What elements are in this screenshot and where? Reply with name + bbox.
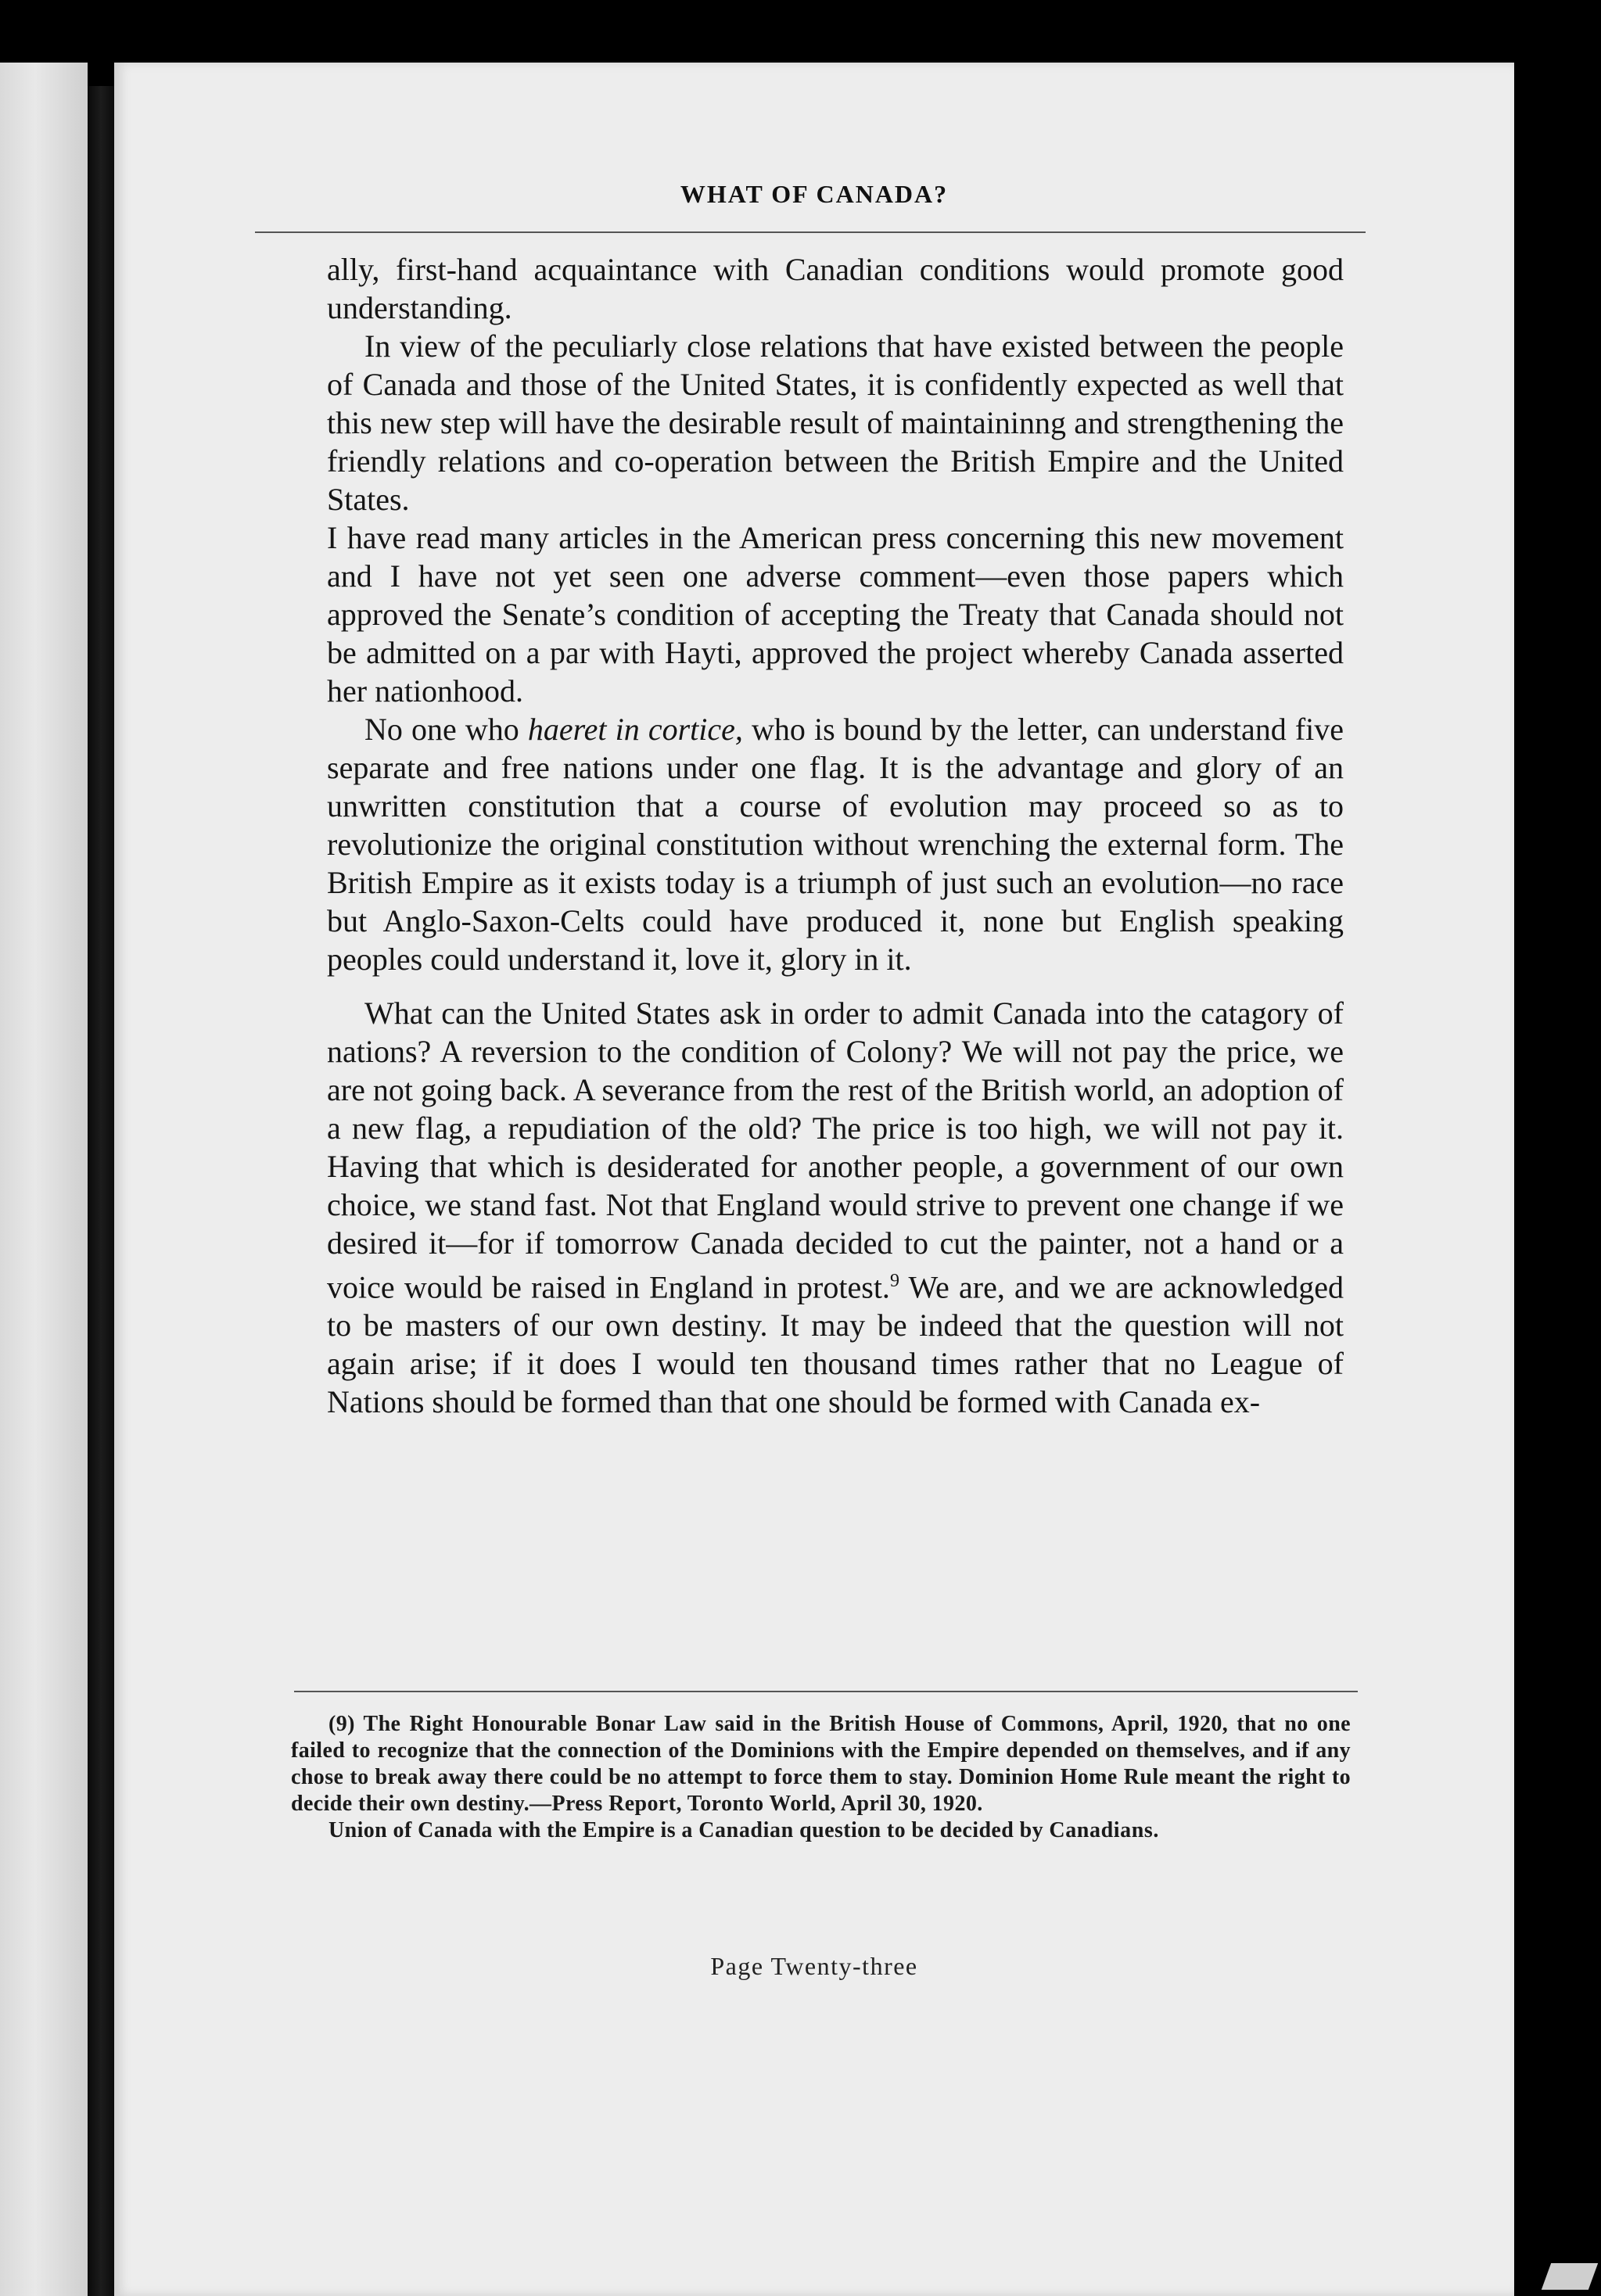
footnote-paragraph <box>291 1711 1351 1817</box>
emphasis: Canadian <box>698 1818 794 1842</box>
latin-phrase: haeret in cortice, <box>527 712 743 747</box>
book-binding <box>88 86 114 2296</box>
footnote-text: Union of Canada with the Empire is a <box>328 1818 699 1842</box>
header-rule <box>255 231 1366 233</box>
paragraph-text: who is bound by the letter, can understand five separate and free nations under one flag. It is the advantage and glory of an unwritten constitution that a course of evolution may proceed so as to revolutionize the original constitution without wrenching the external form. The British Empire as it exists today is a triumph of just such an evolution—no race but Anglo-Saxon-Celts could have produced it, none but English speaking peoples could understand it, love it, glory in it. <box>327 712 1344 977</box>
footnote-reference: 9 <box>889 1271 899 1291</box>
paragraph <box>327 710 1344 978</box>
paragraph <box>327 994 1344 1421</box>
book-page <box>114 63 1514 2296</box>
paragraph-text: We are, and we are acknowledged to be masters of our own destiny. It may be indeed that the question will not again arise; if it does I would ten thousand times rather that no League of Nations should be formed than that one should be formed with Canada ex- <box>327 1269 1344 1420</box>
footnote-rule <box>294 1691 1358 1692</box>
body-text <box>327 250 1344 1421</box>
paragraph: I have read many articles in the American press concerning this new movement and I have not yet seen one adverse comment—even those papers which approved the Senate’s condition of accepting the Treaty that Canada should not be admitted on a par with Hayti, approved the project whereby Canada asserted her nationhood. <box>327 520 1344 709</box>
footnote-number: (9) <box>328 1712 355 1736</box>
running-head: WHAT OF CANADA? <box>680 180 949 208</box>
footnote-text: The Right Honourable Bonar Law said in the British House of Commons, April, 1920, that no one failed to recognize that the connection of the Dominions with the Empire depended on themselves, and if any chose to break away there could be no attempt to force them to stay. Dominion Home Rule meant the right to decide their own destiny.—Press Report, Toronto World, April 30, 1920. <box>291 1712 1351 1816</box>
paragraph-text: No one who <box>364 712 528 747</box>
footnote-paragraph <box>291 1817 1351 1844</box>
page-number: Page Twenty-three <box>710 1952 918 1980</box>
footnote <box>291 1711 1351 1844</box>
emphasis: Canadians. <box>1049 1818 1160 1842</box>
paragraph-text: What can the United States ask in order to admit Canada into the catagory of nations? A reversion to the condition of Colony? We will not pay the price, we are not going back. A severance from the rest of the British world, an adoption of a new flag, a repudiation of the old? The price is too high, we will not pay it. Having that which is desiderated for another people, a government of our own choice, we stand fast. Not that England would strive to prevent one change if we desired it—for if tomorrow Canada decided to cut the painter, not a hand or a voice would be raised in England in protest. <box>327 996 1344 1305</box>
paragraph: In view of the peculiarly close relations that have existed between the people of Canada and those of the United States, it is confidently expected as well that this new step will have the desirable result of maintaininng and strengthening the friendly relations and co-operation between the British Empire and the United States. <box>327 328 1344 517</box>
page-corner-mark <box>1542 2263 1598 2290</box>
facing-page-edge <box>0 63 88 2296</box>
paragraph: ally, first-hand acquaintance with Canadian conditions would promote good understanding. <box>327 252 1344 325</box>
footnote-text: question to be decided by <box>793 1818 1050 1842</box>
